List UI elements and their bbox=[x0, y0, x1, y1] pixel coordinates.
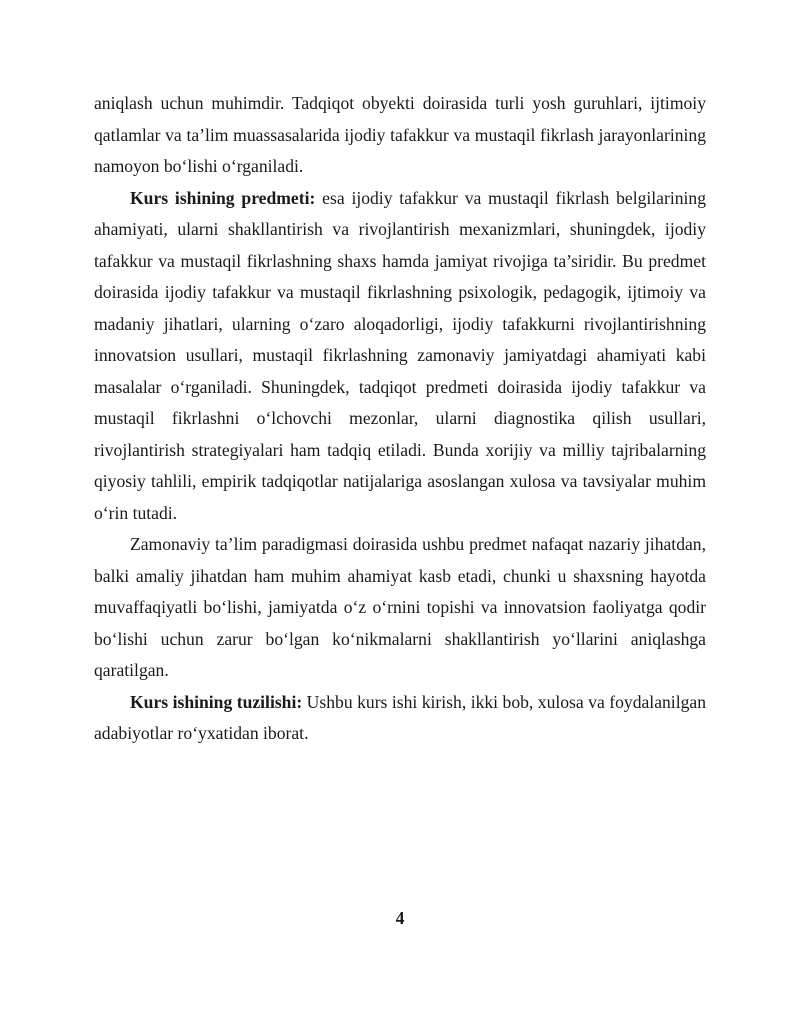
paragraph-course-subject bbox=[94, 183, 706, 530]
paragraph-lead-heading: Kurs ishining tuzilishi: bbox=[130, 691, 303, 712]
paragraph-course-structure bbox=[94, 687, 706, 750]
paragraph-text: aniqlash uchun muhimdir. Tadqiqot obyekti doirasida turli yosh guruhlari, ijtimoiy qatlamlar va ta’lim muassasalarida ijodiy tafakkur va mustaqil fikrlash jarayonlarining namoyon bo‘lishi o‘rganiladi. bbox=[94, 93, 706, 176]
paragraph-object-continuation bbox=[94, 88, 706, 183]
page-number: 4 bbox=[395, 908, 405, 928]
paragraph-modern-paradigm bbox=[94, 529, 706, 687]
paragraph-text: Zamonaviy ta’lim paradigmasi doirasida ushbu predmet nafaqat nazariy jihatdan, balki amaliy jihatdan ham muhim ahamiyat kasb etadi, chunki u shaxsning hayotda muvaffaqiyatli bo‘lishi, jamiyatda o‘z o‘rnini topishi va innovatsion faoliyatga qodir bo‘lishi uchun zarur bo‘lgan ko‘nikmalarni shakllantirish yo‘llarini aniqlashga qaratilgan. bbox=[94, 534, 706, 680]
paragraph-text: Ushbu kurs ishi kirish, ikki bob, xulosa va foydalanilgan adabiyotlar ro‘yxatidan iborat. bbox=[94, 691, 706, 743]
body-text bbox=[94, 88, 706, 750]
paragraph-lead-heading: Kurs ishining predmeti: bbox=[130, 187, 316, 208]
paragraph-text: esa ijodiy tafakkur va mustaqil fikrlash belgilarining ahamiyati, ularni shakllantirish va rivojlantirish mexanizmlari, shuningdek, ijodiy tafakkur va mustaqil fikrlashning shaxs hamda jamiyat rivojiga ta’siridir. Bu predmet doirasida ijodiy tafakkur va mustaqil fikrlashning psixologik, pedagogik, ijtimoiy va madaniy jihatlari, ularning o‘zaro aloqadorligi, ijodiy tafakkurni rivojlantirishning innovatsion usullari, mustaqil fikrlashning zamonaviy jamiyatdagi ahamiyati kabi masalalar o‘rganiladi. Shuningdek, tadqiqot predmeti doirasida ijodiy tafakkur va mustaqil fikrlashni o‘lchovchi mezonlar, ularni diagnostika qilish usullari, rivojlantirish strategiyalari ham tadqiq etiladi. Bunda xorijiy va milliy tajribalarning qiyosiy tahlili, empirik tadqiqotlar natijalariga asoslangan xulosa va tavsiyalar muhim o‘rin tutadi. bbox=[94, 187, 707, 523]
